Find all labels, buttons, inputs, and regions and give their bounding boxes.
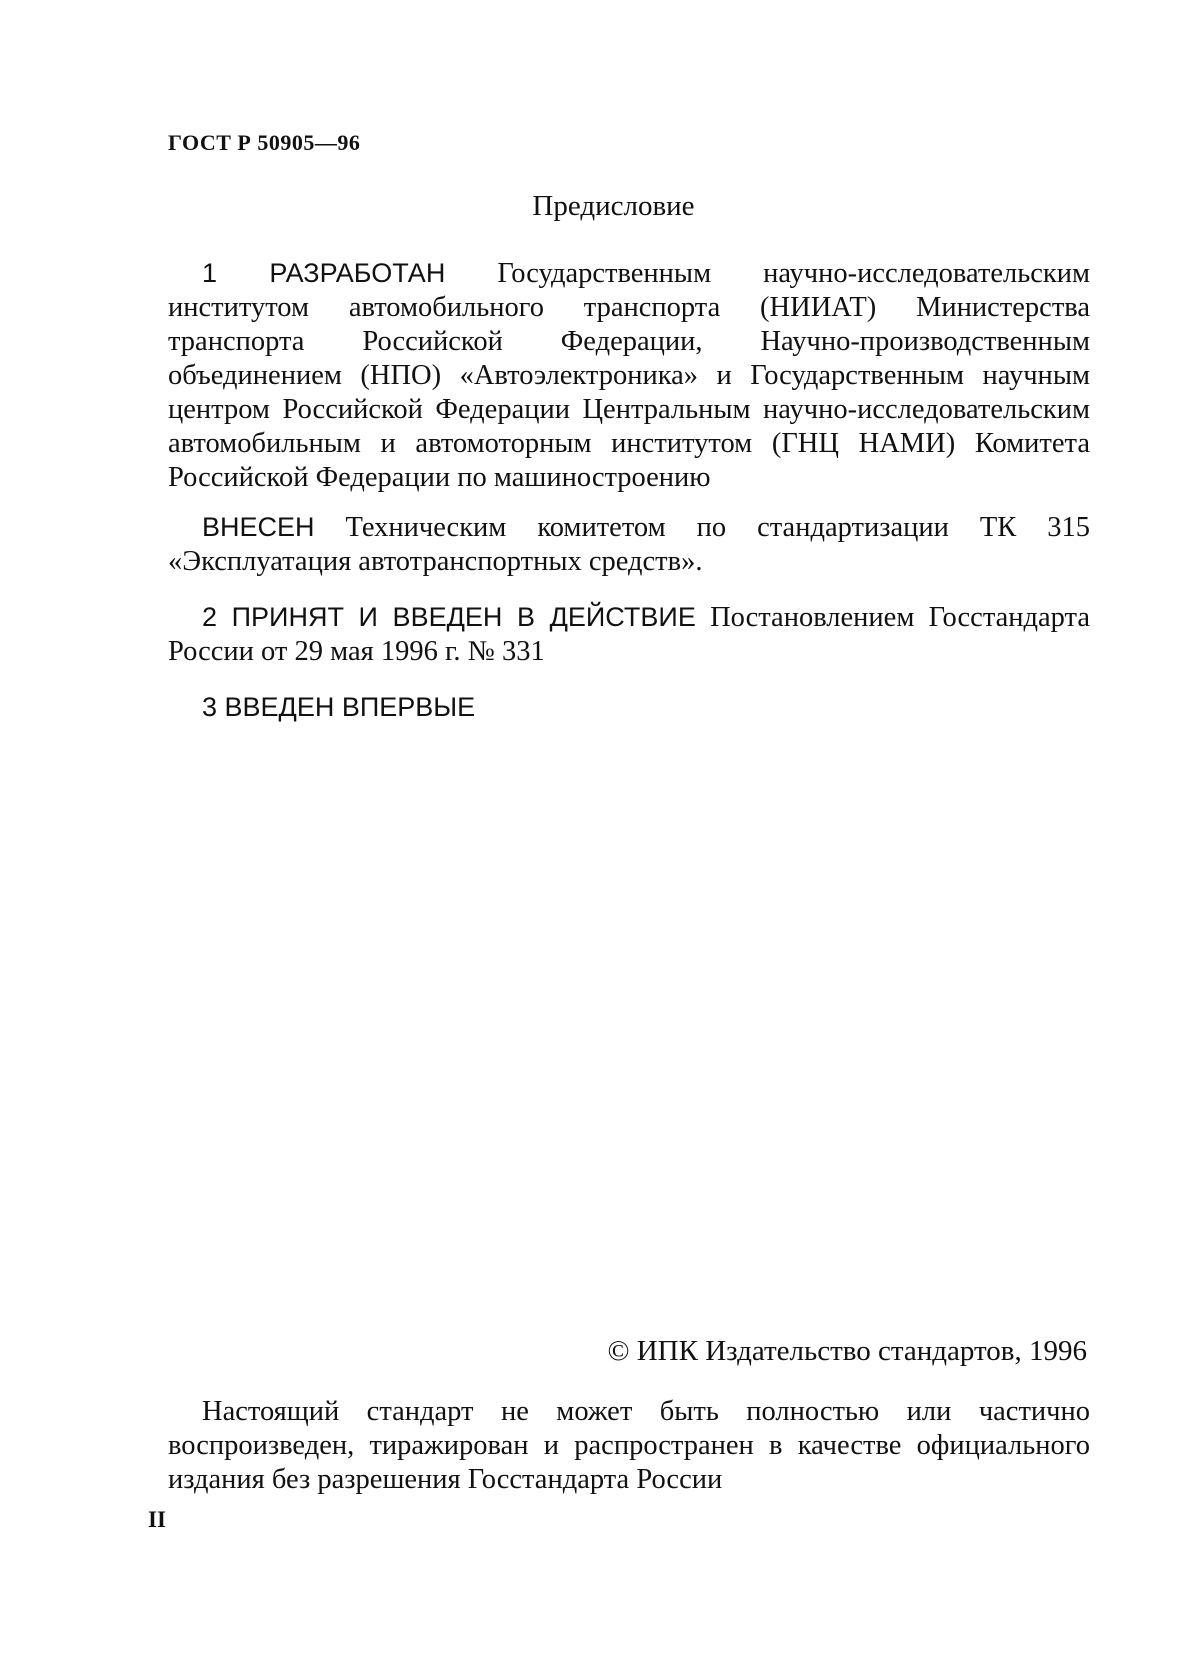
page-number: II	[148, 1507, 166, 1532]
item-lead: ВНЕСЕН	[202, 512, 315, 542]
item-lead: 3 ВВЕДЕН ВПЕРВЫЕ	[202, 692, 476, 722]
reproduction-notice: Настоящий стандарт не может быть полностью или частично воспроизведен, тиражирован и распространен в качестве официального издания без разрешения Госстандарта России	[168, 1396, 1090, 1495]
item-text: Государственным научно-исследовательским институтом автомобильного транспорта (НИИАТ) Министерства транспорта Российской Федерации, Научно-производственным объединением (НПО) «Автоэлектроника» и Государственным научным центром Российской Федерации Центральным научно-исследовательским автомобильным и автомоторным институтом (ГНЦ НАМИ) Комитета Российской Федерации по машиностроению	[168, 258, 1091, 493]
copyright-line: © ИПК Издательство стандартов, 1996	[607, 1335, 1087, 1367]
preface-item-developed	[168, 256, 1090, 495]
preface-item-first-introduced	[168, 690, 1090, 725]
document-code: ГОСТ Р 50905—96	[168, 130, 361, 155]
item-lead: 2 ПРИНЯТ И ВВЕДЕН В ДЕЙСТВИЕ	[202, 602, 696, 632]
preface-title: Предисловие	[532, 190, 695, 222]
preface-item-introduced	[168, 510, 1090, 579]
preface-item-adopted	[168, 600, 1090, 669]
item-text: Постановлением Госстандарта России от 29 мая 1996 г. № 331	[168, 602, 1090, 667]
item-text: Техническим комитетом по стандартизации ТК 315 «Эксплуатация автотранспортных средств».	[168, 512, 1090, 577]
item-lead: 1 РАЗРАБОТАН	[202, 258, 446, 288]
